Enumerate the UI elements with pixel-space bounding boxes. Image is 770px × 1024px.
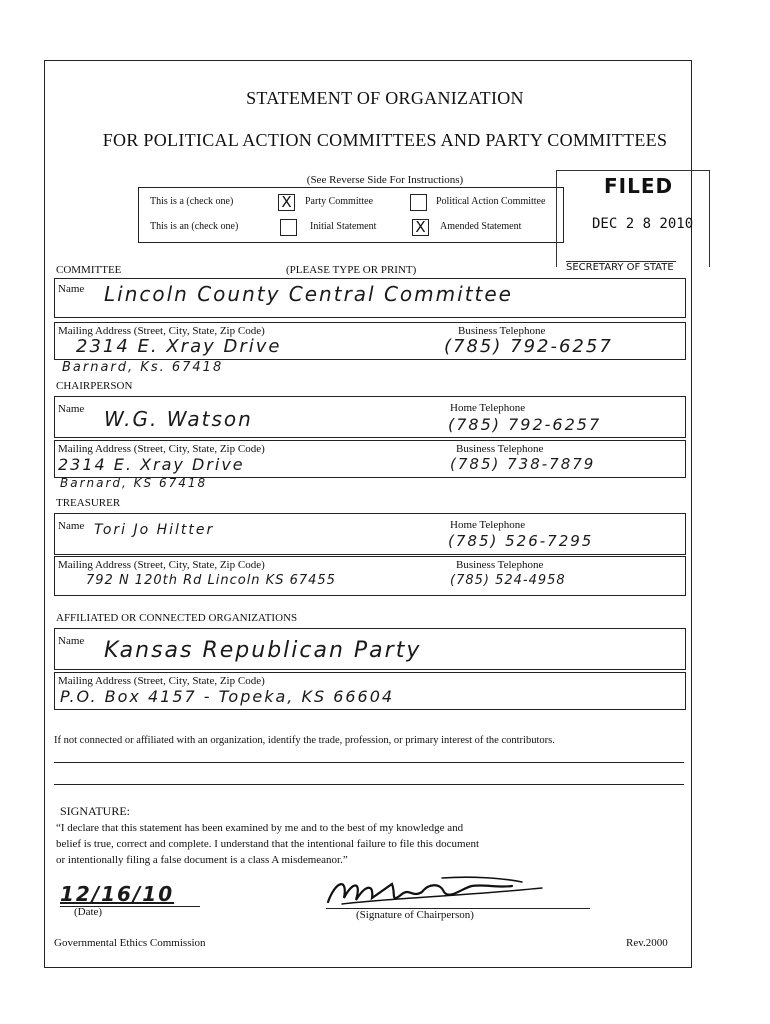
instructions-note: (See Reverse Side For Instructions): [306, 174, 464, 186]
form-subtitle: FOR POLITICAL ACTION COMMITTEES AND PARTY COMMITTEES: [102, 130, 668, 150]
initial-statement-label: Initial Statement: [310, 221, 377, 232]
chair-business-phone-value: (785) 738-7879: [450, 455, 596, 473]
committee-name-value: Lincoln County Central Committee: [104, 282, 513, 306]
affiliated-address-label: Mailing Address (Street, City, State, Zip Code): [58, 675, 265, 687]
footer-revision: Rev.2000: [626, 937, 668, 949]
declaration-line-2: belief is true, correct and complete. I understand that the intentional failure to file this document: [56, 838, 480, 850]
chair-address-label: Mailing Address (Street, City, State, Zip Code): [58, 443, 265, 455]
treasurer-business-phone-value: (785) 524-4958: [450, 573, 566, 588]
declaration-line-1: “I declare that this statement has been examined by me and to the best of my knowledge and: [56, 822, 464, 834]
committee-address-line1: 2314 E. Xray Drive: [76, 336, 282, 357]
checked-mark-icon: X: [415, 218, 426, 236]
signature-date-value: 12/16/10: [60, 882, 175, 906]
committee-address-label: Mailing Address (Street, City, State, Zip Code): [58, 325, 265, 337]
chair-address-line1: 2314 E. Xray Drive: [58, 455, 245, 474]
trade-blank-line-2[interactable]: [54, 784, 684, 785]
type-or-print-note: (PLEASE TYPE OR PRINT): [286, 264, 417, 276]
party-committee-label: Party Committee: [305, 196, 374, 207]
date-label: (Date): [74, 906, 103, 918]
filed-stamp-title: FILED: [604, 174, 674, 198]
footer-agency: Governmental Ethics Commission: [54, 937, 206, 949]
party-committee-checkbox[interactable]: [278, 194, 295, 211]
treasurer-home-phone-label: Home Telephone: [450, 519, 526, 531]
committee-address-line2: Barnard, Ks. 67418: [62, 360, 224, 375]
check-row2-label: This is an (check one): [150, 221, 239, 232]
committee-section-title: COMMITTEE: [56, 264, 122, 276]
affiliated-name-value: Kansas Republican Party: [104, 638, 422, 663]
affiliated-address-value: P.O. Box 4157 - Topeka, KS 66604: [60, 687, 395, 706]
signature-label: (Signature of Chairperson): [356, 909, 474, 921]
affiliated-name-label: Name: [58, 635, 85, 647]
treasurer-name-label: Name: [58, 520, 85, 532]
treasurer-address-label: Mailing Address (Street, City, State, Zip Code): [58, 559, 265, 571]
chair-name-value: W.G. Watson: [104, 407, 253, 431]
pac-label: Political Action Committee: [436, 196, 546, 207]
treasurer-address-value: 792 N 120th Rd Lincoln KS 67455: [86, 573, 336, 588]
treasurer-name-value: Tori Jo Hiltter: [94, 522, 215, 538]
chair-business-phone-label: Business Telephone: [456, 443, 544, 455]
affiliation-note: If not connected or affiliated with an organization, identify the trade, profession, or primary interest of the contributors.: [54, 735, 555, 746]
chair-address-line2: Barnard, KS 67418: [60, 476, 208, 490]
filed-stamp-office: SECRETARY OF STATE: [566, 262, 674, 273]
amended-statement-label: Amended Statement: [440, 221, 522, 232]
treasurer-section-title: TREASURER: [56, 497, 121, 509]
treasurer-home-phone-value: (785) 526-7295: [448, 532, 594, 550]
amended-statement-checkbox[interactable]: [412, 219, 429, 236]
affiliated-section-title: AFFILIATED OR CONNECTED ORGANIZATIONS: [56, 612, 298, 624]
form-title: STATEMENT OF ORGANIZATION: [246, 88, 524, 108]
chairperson-signature-image: [322, 874, 562, 910]
chairperson-section-title: CHAIRPERSON: [56, 380, 133, 392]
committee-phone-value: (785) 792-6257: [444, 336, 613, 357]
trade-blank-line-1[interactable]: [54, 762, 684, 763]
committee-phone-label: Business Telephone: [458, 325, 546, 337]
chair-name-label: Name: [58, 403, 85, 415]
initial-statement-checkbox[interactable]: [280, 219, 297, 236]
treasurer-business-phone-label: Business Telephone: [456, 559, 544, 571]
chair-home-phone-value: (785) 792-6257: [448, 415, 602, 434]
declaration-line-3: or intentionally filing a false document is a class A misdemeanor.”: [56, 854, 348, 866]
committee-name-label: Name: [58, 283, 85, 295]
filed-stamp-date: DEC 2 8 2010: [592, 216, 694, 232]
checked-mark-icon: X: [281, 193, 292, 211]
signature-section-title: SIGNATURE:: [60, 804, 131, 818]
chair-home-phone-label: Home Telephone: [450, 402, 526, 414]
pac-checkbox[interactable]: [410, 194, 427, 211]
check-row1-label: This is a (check one): [150, 196, 234, 207]
